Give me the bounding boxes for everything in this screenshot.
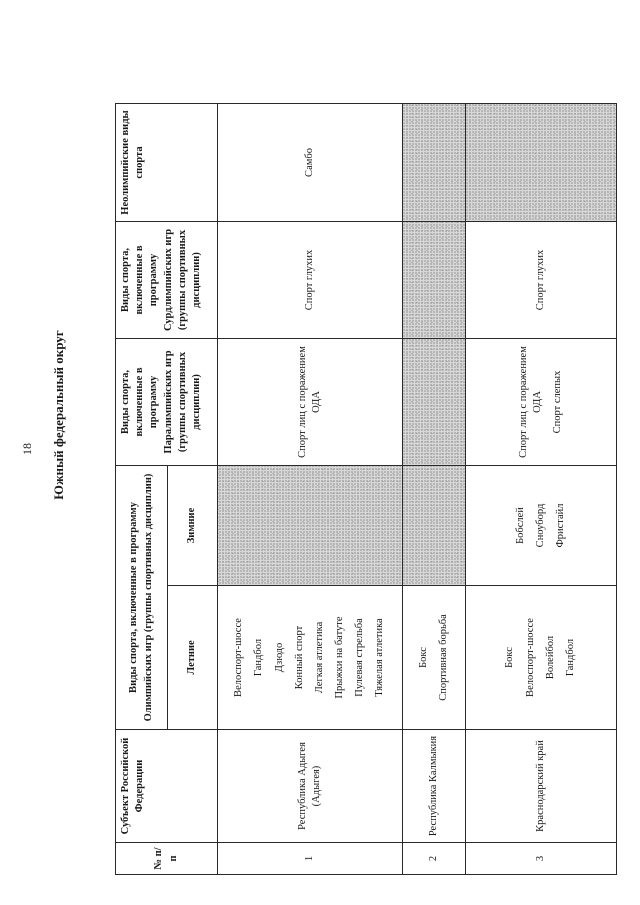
summer-cell: [218, 586, 403, 730]
summer-sport: Велоспорт-шоссе: [524, 618, 536, 697]
table-row: [402, 23, 465, 874]
row-subject: Республика Адыгея (Адыгея): [218, 730, 403, 843]
table-row: [465, 23, 616, 874]
header-deaflympic: Виды спорта, включенные в программу Сурдлимпийских игр (группы спортивных дисциплин): [116, 221, 218, 338]
section-title: Южный федеральный округ: [51, 330, 66, 500]
sports-table: [115, 23, 617, 875]
summer-sport: Тяжелая атлетика: [374, 618, 386, 697]
summer-sport: Дзюдо: [273, 642, 285, 673]
paralympic-sport: Спорт слепых: [551, 370, 563, 434]
row-num: 3: [465, 843, 616, 875]
header-winter: Зимние: [168, 465, 218, 585]
deaflympic-cell: [218, 221, 403, 338]
non-olympic-cell-shaded: [402, 103, 465, 221]
paralympic-cell-shaded: [402, 338, 465, 465]
summer-sport: Велоспорт-шоссе: [233, 618, 245, 697]
header-non-olympic: Неолимпийские виды спорта: [116, 103, 218, 221]
paralympic-sport: Спорт лиц с поражением ОДА: [517, 346, 543, 458]
winter-cell-shaded: [402, 465, 465, 585]
winter-sport: Бобслей: [514, 507, 526, 544]
non-olympic-cell-shaded: [465, 103, 616, 221]
summer-sport: Гандбол: [564, 638, 576, 677]
page-number: 18: [20, 443, 34, 455]
deaflympic-cell: [465, 221, 616, 338]
summer-sport: Прыжки на батуте: [334, 616, 346, 699]
non-olympic-cell: [218, 103, 403, 221]
summer-sport: Бокс: [417, 647, 429, 668]
header-subject: Субъект Российской Федерации: [116, 730, 218, 843]
winter-cell: [465, 465, 616, 585]
summer-sport: Пулевая стрельба: [354, 618, 366, 697]
winter-sport: Фристайл: [554, 503, 566, 548]
row-subject: Республика Калмыкия: [402, 730, 465, 843]
deaflympic-sport: Спорт глухих: [303, 249, 315, 311]
row-subject: Краснодарский край: [465, 730, 616, 843]
header-summer: Летние: [168, 586, 218, 730]
header-olympic: Виды спорта, включенные в программу Олимпийских игр (группы спортивных дисциплин): [116, 465, 168, 729]
non-olympic-sport: Самбо: [303, 148, 315, 177]
winter-cell-shaded: [218, 465, 403, 585]
summer-sport: Бокс: [504, 647, 516, 668]
header-num: № п/п: [116, 843, 218, 875]
summer-sport: Легкая атлетика: [313, 621, 325, 694]
summer-sport: Гандбол: [253, 638, 265, 677]
row-num: 2: [402, 843, 465, 875]
paralympic-sport: Спорт лиц с поражением ОДА: [296, 346, 322, 458]
deaflympic-cell-shaded: [402, 221, 465, 338]
winter-sport: Сноуборд: [534, 503, 546, 548]
paralympic-cell: [465, 338, 616, 465]
table-row: [218, 23, 403, 874]
summer-cell: [465, 586, 616, 730]
deaflympic-sport: Спорт глухих: [534, 249, 546, 311]
summer-sport: Конный спорт: [293, 625, 305, 690]
paralympic-cell: [218, 338, 403, 465]
summer-sport: Спортивная борьба: [437, 614, 449, 701]
summer-sport: Волейбол: [544, 635, 556, 680]
row-num: 1: [218, 843, 403, 875]
summer-cell: [402, 586, 465, 730]
header-paralympic: Виды спорта, включенные в программу Паралимпийских игр (группы спортивных дисциплин): [116, 338, 218, 465]
